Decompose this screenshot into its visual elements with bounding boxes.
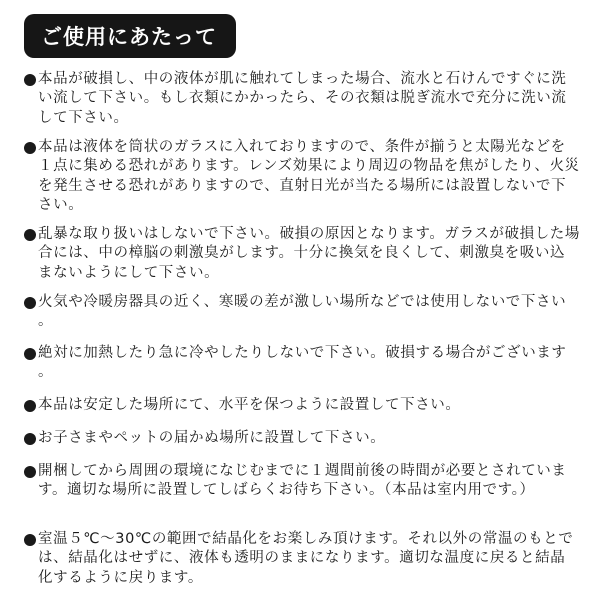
list-item-text: 開梱してから周囲の環境になじむまでに１週間前後の時間が必要とされています。適切な場所に設置してしばらくお待ち下さい。（本品は室内用です。） bbox=[38, 463, 567, 499]
list-item-text: お子さまやペットの届かぬ場所に設置して下さい。 bbox=[38, 430, 386, 446]
bullet-icon bbox=[24, 400, 36, 412]
bullet-icon bbox=[24, 433, 36, 445]
list-item-text: 本品は安定した場所にて、水平を保つように設置して下さい。 bbox=[38, 397, 461, 413]
list-item bbox=[24, 344, 580, 383]
list-item bbox=[24, 293, 580, 332]
page-title: ご使用にあたって bbox=[41, 25, 217, 49]
bullet-icon bbox=[24, 348, 36, 360]
list-item bbox=[24, 138, 580, 215]
bullet-icon bbox=[24, 142, 36, 154]
list-item bbox=[24, 70, 580, 128]
list-item-text: 絶対に加熱したり急に冷やしたりしないで下さい。破損する場合がございます。 bbox=[38, 345, 567, 381]
list-item bbox=[24, 462, 580, 501]
list-item-text: 火気や冷暖房器具の近く、寒暖の差が激しい場所などでは使用しないで下さい。 bbox=[38, 294, 567, 330]
bullet-icon bbox=[24, 229, 36, 241]
bullet-icon bbox=[24, 534, 36, 546]
bullet-icon bbox=[24, 297, 36, 309]
list-item bbox=[24, 225, 580, 283]
list-item bbox=[24, 429, 580, 448]
list-item-text: 室温５℃～30℃の範囲で結晶化をお楽しみ頂けます。それ以外の常温のもとでは、結晶化はせずに、液体も透明のままになります。適切な温度に戻ると結晶化するように戻ります。 bbox=[38, 531, 574, 586]
list-item-text: 本品は液体を筒状のガラスに入れておりますので、条件が揃うと太陽光などを１点に集める恐れがあります。レンズ効果により周辺の物品を焦がしたり、火災を発生させる恐れがありますので、直射日光が当たる場所には設置しないで下さい。 bbox=[38, 139, 580, 213]
list-item-text: 本品が破損し、中の液体が肌に触れてしまった場合、流水と石けんですぐに洗い流して下さい。もし衣類にかかったら、その衣類は脱ぎ流水で充分に洗い流して下さい。 bbox=[38, 71, 567, 126]
list-item bbox=[24, 530, 580, 588]
list-item bbox=[24, 396, 580, 415]
bullet-icon bbox=[24, 466, 36, 478]
list-item-text: 乱暴な取り扱いはしないで下さい。破損の原因となります。ガラスが破損した場合には、中の樟脳の刺激臭がします。十分に換気を良くして、刺激臭を吸い込まないようにして下さい。 bbox=[38, 226, 581, 281]
bullet-icon bbox=[24, 74, 36, 86]
